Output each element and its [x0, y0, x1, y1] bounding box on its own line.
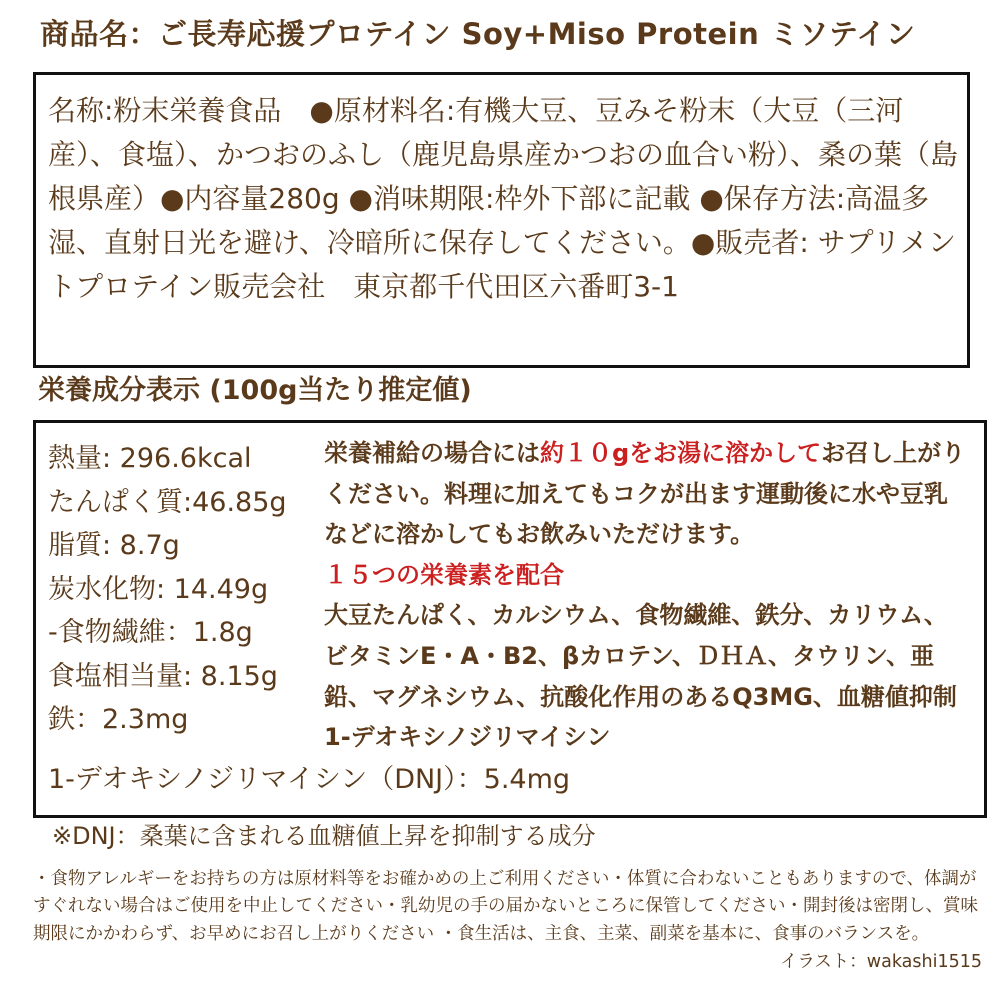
usage-text-intro: 栄養補給の場合には — [324, 439, 540, 467]
nutrition-item-dnj: 1-デオキシノジリマイシン（DNJ）：5.4mg — [48, 764, 571, 795]
caution-text: ・食物アレルギーをお持ちの方は原材料等をお確かめの上ご利用ください・体質に合わないこともありますので、体調がすぐれない場合はご使用を中止してください・乳幼児の手の届かないところに保管してください・開封後は密閉し、賞味期限にかかわらず、お早めにお召し上がりください ・食生活は、主食、主菜、副菜を基本に、食事のバランスを。 — [33, 869, 978, 944]
product-info-box — [33, 72, 970, 368]
illustration-credit: イラスト：wakashi1515 — [779, 952, 982, 972]
nutrition-box — [33, 420, 987, 818]
dnj-footnote: ※DNJ：桑葉に含まれる血糖値上昇を抑制する成分 — [52, 822, 596, 850]
nutrition-item-salt: 食塩相当量: 8.15g — [48, 660, 278, 692]
product-title: 商品名：ご長寿応援プロテイン Soy+Miso Protein ミソテイン — [40, 17, 916, 51]
usage-text-body: お召し上がりください。料理に加えてもコクが出ます運動後に水や豆乳などに溶かしてもお飲みいただけます。 — [324, 439, 966, 549]
nutrition-item-fat: 脂質: 8.7g — [48, 530, 180, 561]
nutrient-count-highlight: １５つの栄養素を配合 — [324, 560, 564, 589]
usage-text-highlight: 約１０gをお湯に溶かして — [540, 439, 822, 467]
nutrition-item-protein: たんぱく質:46.85g — [48, 486, 287, 518]
nutrient-list-text: 大豆たんぱく、カルシウム、食物繊維、鉄分、カリウム、ビタミンE・A・B2、βカロテン、ＤＨＡ、タウリン、亜鉛、マグネシウム、抗酸化作用のあるQ3MG、血糖値抑制 1-デオキシノジリマイシン — [324, 601, 957, 752]
nutrition-item-fiber: -食物繊維：1.8g — [48, 617, 253, 648]
nutrition-item-energy: 熱量: 296.6kcal — [48, 443, 252, 474]
nutrition-item-carbohydrate: 炭水化物: 14.49g — [48, 573, 269, 605]
product-info-text: 名称:粉末栄養食品 ●原材料名:有機大豆、豆みそ粉末（大豆（三河産）、食塩）、かつおのふし（鹿児島県産かつおの血合い粉）、桑の葉（島根県産）●内容量280g ●消味期限:枠外下部に記載 ●保存方法:高温多湿、直射日光を避け、冷暗所に保存してください。●販売者: サプリメントプロテイン販売会社 東京都千代田区六番町3-1 — [48, 94, 959, 303]
usage-description — [324, 433, 969, 758]
nutrition-list — [48, 437, 328, 742]
nutrition-item-iron: 鉄：2.3mg — [48, 704, 189, 735]
nutrition-heading: 栄養成分表示 (100g当たり推定値) — [38, 375, 472, 406]
